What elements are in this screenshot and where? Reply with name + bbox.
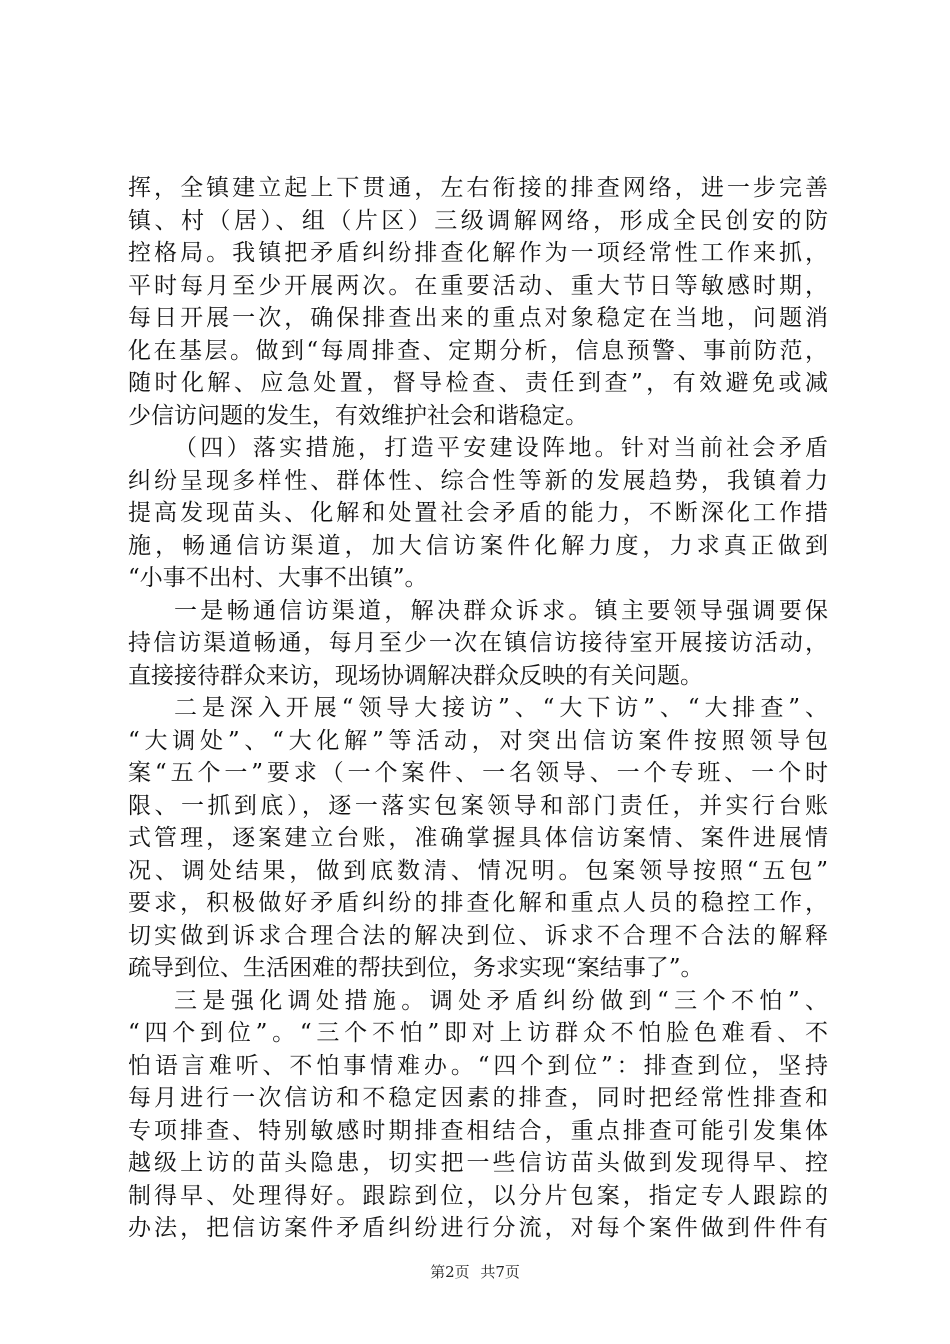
text-line: “四个到位”。“三个不怕”即对上访群众不怕脸色难看、不 bbox=[128, 1020, 828, 1046]
text-line: 镇、村（居）、组（片区）三级调解网络，形成全民创安的防 bbox=[128, 207, 828, 234]
text-line: 限、一抓到底），逐一落实包案领导和部门责任，并实行台账 bbox=[128, 792, 828, 819]
text-line: 少信访问题的发生，有效维护社会和谐稳定。 bbox=[128, 402, 588, 429]
text-line: “大调处”、“大化解”等活动，对突出信访案件按照领导包 bbox=[128, 727, 828, 754]
text-line: 式管理，逐案建立台账，准确掌握具体信访案情、案件进展情 bbox=[128, 825, 828, 851]
text-line: 况、调处结果，做到底数清、情况明。包案领导按照“五包” bbox=[128, 857, 828, 884]
text-line: 随时化解、应急处置，督导检查、责任到查”，有效避免或减 bbox=[128, 370, 828, 396]
body-text bbox=[128, 172, 828, 1245]
text-line: 化在基层。做到“每周排查、定期分析，信息预警、事前防范， bbox=[128, 337, 828, 364]
text-line: 要求，积极做好矛盾纠纷的排查化解和重点人员的稳控工作， bbox=[128, 890, 828, 916]
text-line: 制得早、处理得好。跟踪到位，以分片包案，指定专人跟踪的 bbox=[128, 1182, 828, 1209]
text-line: 纠纷呈现多样性、群体性、综合性等新的发展趋势，我镇着力 bbox=[128, 467, 828, 494]
text-line: 二是深入开展“领导大接访”、“大下访”、“大排查”、 bbox=[174, 695, 828, 721]
text-line: 每日开展一次，确保排查出来的重点对象稳定在当地，问题消 bbox=[128, 305, 828, 331]
page-footer bbox=[0, 1262, 950, 1282]
text-line: 挥，全镇建立起上下贯通，左右衔接的排查网络，进一步完善 bbox=[128, 175, 828, 201]
text-line: 三是强化调处措施。调处矛盾纠纷做到“三个不怕”、 bbox=[174, 987, 828, 1014]
text-line: 施，畅通信访渠道，加大信访案件化解力度，力求真正做到 bbox=[128, 532, 828, 559]
text-line: 每月进行一次信访和不稳定因素的排查，同时把经常性排查和 bbox=[128, 1085, 828, 1111]
text-line: 越级上访的苗头隐患，切实把一些信访苗头做到发现得早、控 bbox=[128, 1150, 828, 1176]
text-line: 案“五个一”要求（一个案件、一名领导、一个专班、一个时 bbox=[128, 760, 828, 786]
text-line: 提高发现苗头、化解和处置社会矛盾的能力，不断深化工作措 bbox=[128, 500, 828, 526]
page-number: 第2页 bbox=[430, 1263, 470, 1281]
text-line: 平时每月至少开展两次。在重要活动、重大节日等敏感时期， bbox=[128, 272, 828, 299]
text-line: 持信访渠道畅通，每月至少一次在镇信访接待室开展接访活动， bbox=[128, 630, 828, 656]
text-line: 直接接待群众来访，现场协调解决群众反映的有关问题。 bbox=[128, 662, 703, 689]
page-total: 共7页 bbox=[480, 1263, 520, 1281]
text-line: 一是畅通信访渠道，解决群众诉求。镇主要领导强调要保 bbox=[174, 597, 828, 624]
text-line: 疏导到位、生活困难的帮扶到位，务求实现“案结事了”。 bbox=[128, 955, 704, 981]
text-line: （四）落实措施，打造平安建设阵地。针对当前社会矛盾 bbox=[174, 435, 828, 461]
text-line: “小事不出村、大事不出镇”。 bbox=[128, 565, 428, 591]
text-line: 怕语言难听、不怕事情难办。“四个到位”：排查到位，坚持 bbox=[128, 1052, 828, 1079]
text-line: 控格局。我镇把矛盾纠纷排查化解作为一项经常性工作来抓， bbox=[128, 240, 828, 266]
text-line: 切实做到诉求合理合法的解决到位、诉求不合理不合法的解释 bbox=[128, 922, 828, 949]
text-line: 办法，把信访案件矛盾纠纷进行分流，对每个案件做到件件有 bbox=[128, 1215, 828, 1241]
text-line: 专项排查、特别敏感时期排查相结合，重点排查可能引发集体 bbox=[128, 1117, 828, 1144]
